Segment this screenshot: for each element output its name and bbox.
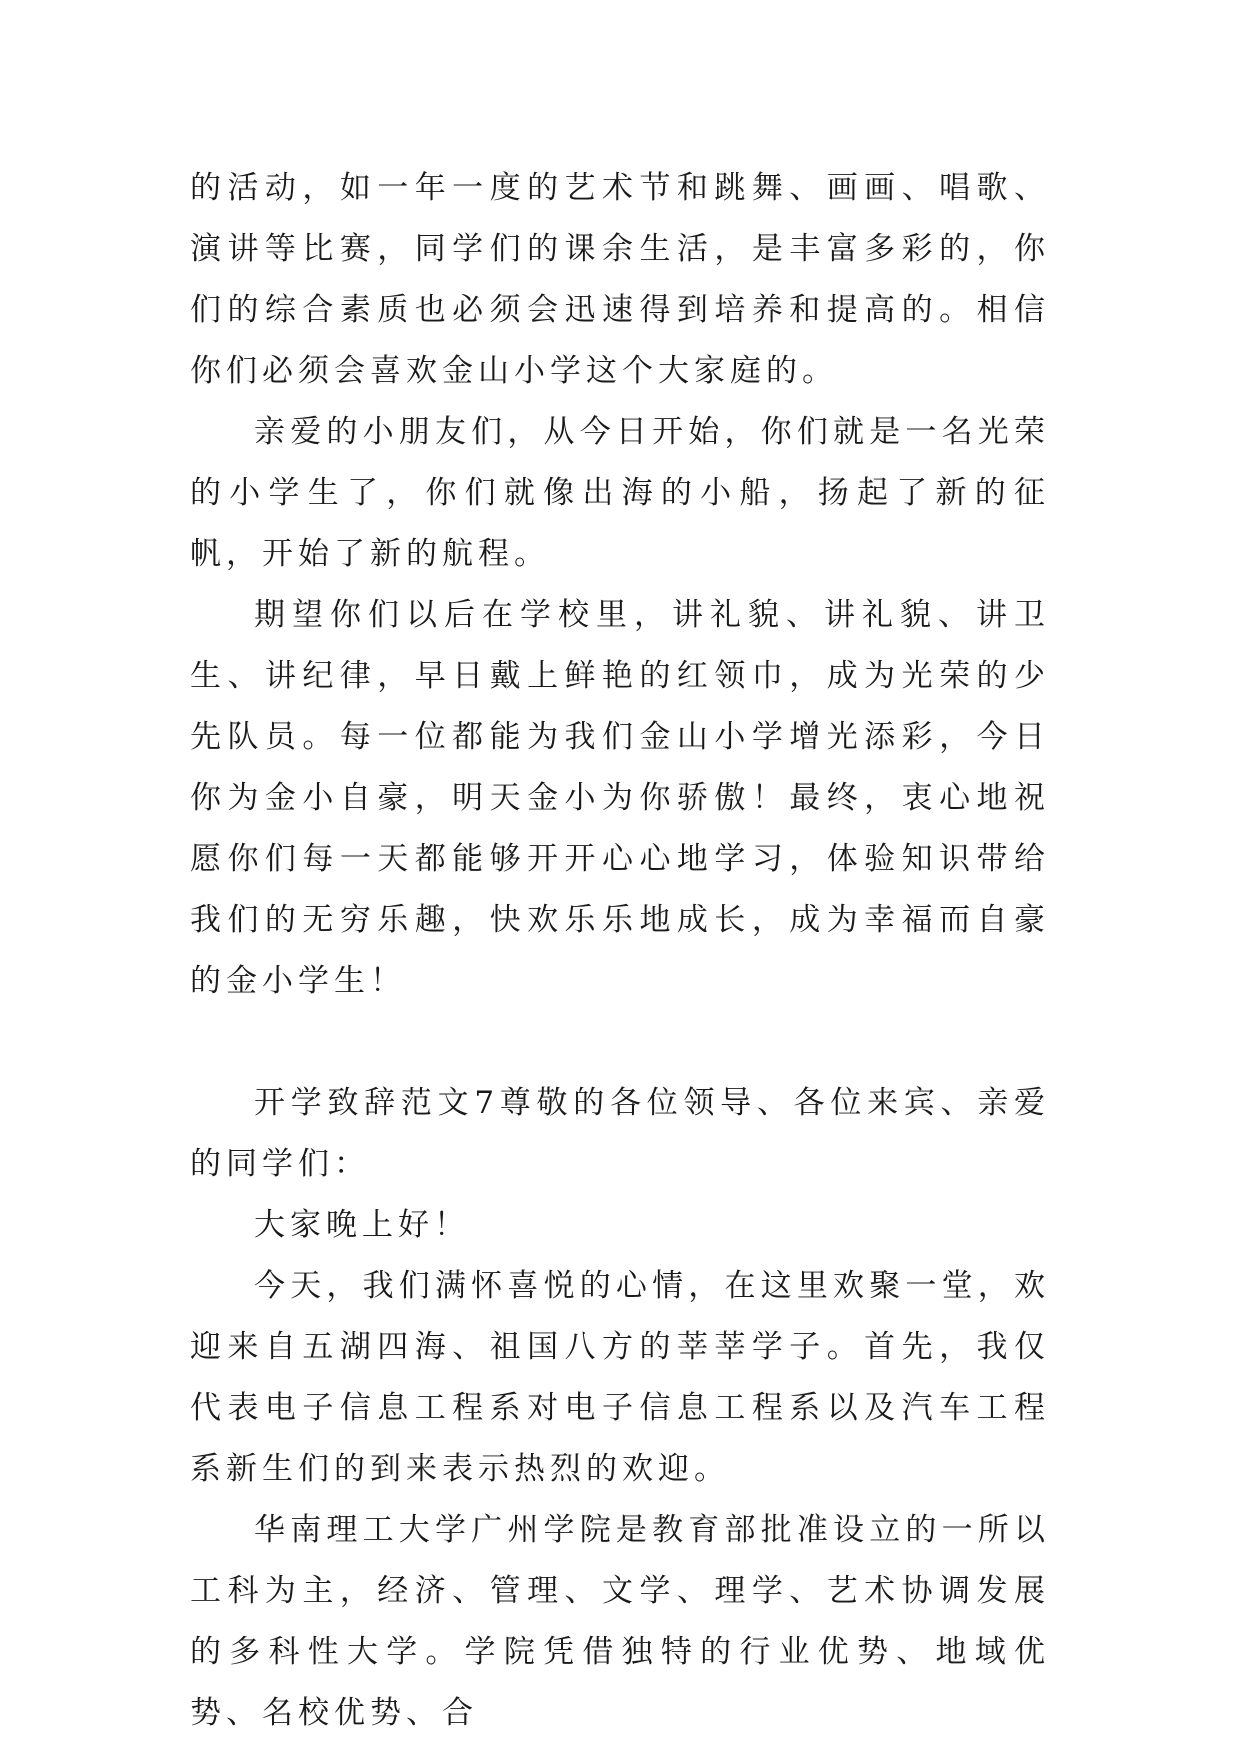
body-text <box>190 158 1050 1744</box>
paragraph-good-evening: 大家晚上好！ <box>254 1207 470 1243</box>
paragraph-college-intro: 华南理工大学广州学院是教育部批准设立的一所以工科为主，经济、管理、文学、理学、艺术协调发展的多科性大学。学院凭借独特的行业优势、地域优势、名校优势、合 <box>190 1512 1050 1731</box>
paragraph-activities: 的活动，如一年一度的艺术节和跳舞、画画、唱歌、演讲等比赛，同学们的课余生活，是丰富多彩的，你们的综合素质也必须会迅速得到培养和提高的。相信你们必须会喜欢金山小学这个大家庭的。 <box>190 170 1050 389</box>
paragraph-speech-7-greeting: 开学致辞范文7尊敬的各位领导、各位来宾、亲爱的同学们： <box>190 1085 1050 1182</box>
paragraph-welcome: 今天，我们满怀喜悦的心情，在这里欢聚一堂，欢迎来自五湖四海、祖国八方的莘莘学子。首先，我仅代表电子信息工程系对电子信息工程系以及汽车工程系新生们的到来表示热烈的欢迎。 <box>190 1268 1050 1487</box>
paragraph-hopes: 期望你们以后在学校里，讲礼貌、讲礼貌、讲卫生、讲纪律，早日戴上鲜艳的红领巾，成为光荣的少先队员。每一位都能为我们金山小学增光添彩，今日你为金小自豪，明天金小为你骄傲！最终，衷心地祝愿你们每一天都能够开开心心地学习，体验知识带给我们的无穷乐趣，快欢乐乐地成长，成为幸福而自豪的金小学生！ <box>190 597 1050 999</box>
paragraph-new-students: 亲爱的小朋友们，从今日开始，你们就是一名光荣的小学生了，你们就像出海的小船，扬起了新的征帆，开始了新的航程。 <box>190 414 1050 572</box>
